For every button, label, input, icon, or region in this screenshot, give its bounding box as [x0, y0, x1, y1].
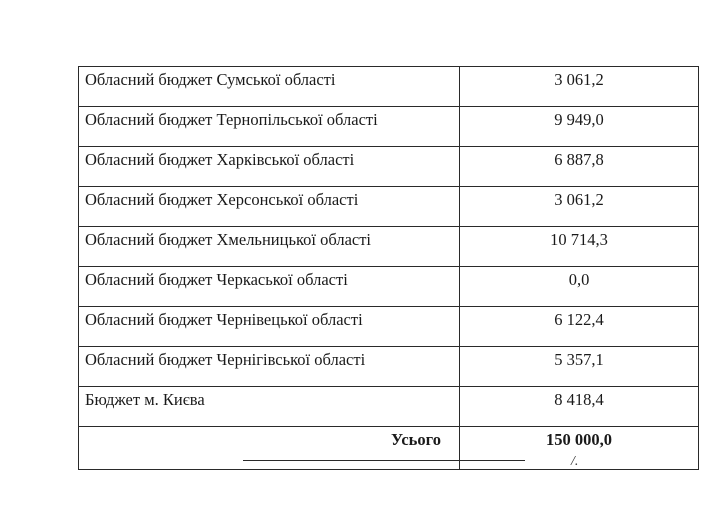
budget-name-cell: Обласний бюджет Хмельницької області	[79, 227, 460, 267]
budget-amount-cell: 3 061,2	[460, 67, 699, 107]
budget-name-cell: Обласний бюджет Херсонської області	[79, 187, 460, 227]
budget-amount-cell: 10 714,3	[460, 227, 699, 267]
budget-table-body	[79, 67, 699, 470]
budget-name-cell: Обласний бюджет Черкаської області	[79, 267, 460, 307]
table-row	[79, 307, 699, 347]
budget-amount-cell: 5 357,1	[460, 347, 699, 387]
table-row	[79, 107, 699, 147]
budget-name-cell: Обласний бюджет Тернопільської області	[79, 107, 460, 147]
budget-name-cell: Бюджет м. Києва	[79, 387, 460, 427]
budget-table	[78, 66, 699, 470]
budget-name-cell: Обласний бюджет Чернівецької області	[79, 307, 460, 347]
budget-amount-cell: 0,0	[460, 267, 699, 307]
total-label: Усього	[79, 427, 460, 470]
budget-name-cell: Обласний бюджет Чернігівської області	[79, 347, 460, 387]
table-row	[79, 227, 699, 267]
table-row	[79, 387, 699, 427]
table-row	[79, 187, 699, 227]
budget-amount-cell: 8 418,4	[460, 387, 699, 427]
total-row	[79, 427, 699, 470]
budget-amount-cell: 9 949,0	[460, 107, 699, 147]
signature-line	[243, 460, 525, 461]
table-row	[79, 67, 699, 107]
budget-amount-cell: 6 122,4	[460, 307, 699, 347]
budget-name-cell: Обласний бюджет Сумської області	[79, 67, 460, 107]
budget-amount-cell: 3 061,2	[460, 187, 699, 227]
budget-amount-cell: 6 887,8	[460, 147, 699, 187]
table-row	[79, 147, 699, 187]
closing-mark: /.	[571, 454, 579, 469]
budget-name-cell: Обласний бюджет Харківської області	[79, 147, 460, 187]
total-amount: 150 000,0	[460, 427, 699, 470]
table-row	[79, 267, 699, 307]
table-row	[79, 347, 699, 387]
